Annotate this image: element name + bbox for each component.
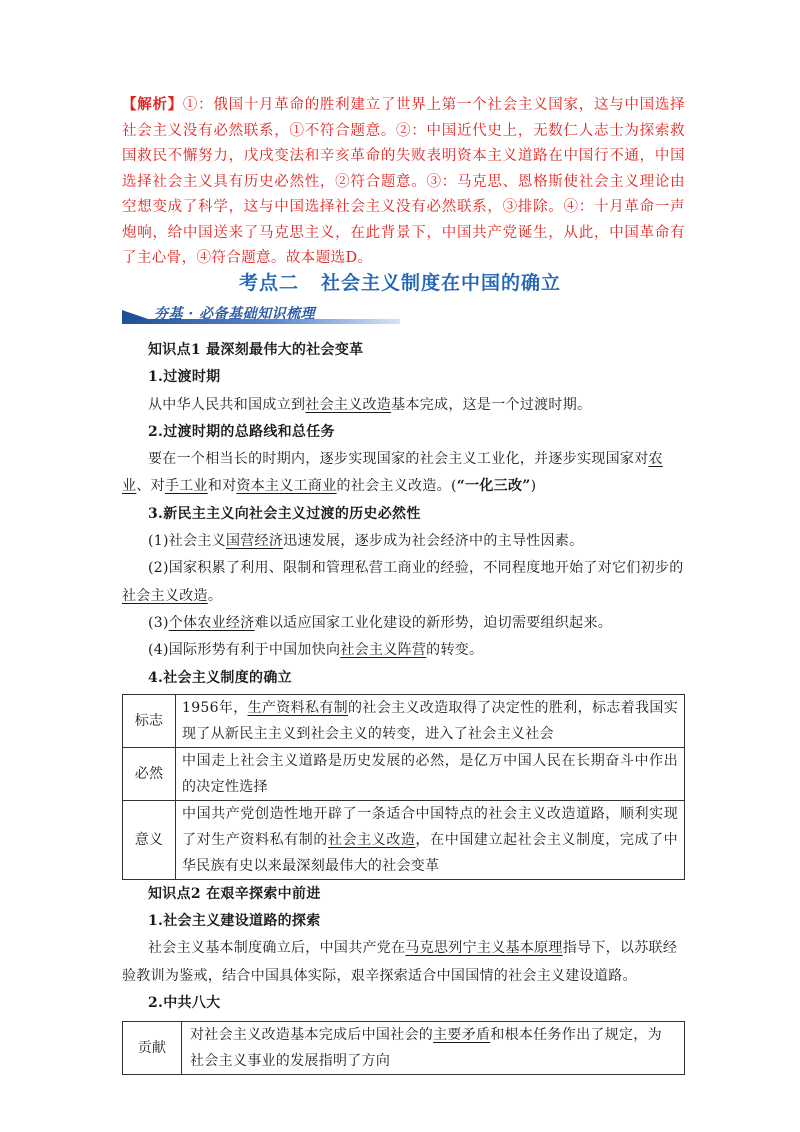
kp1-list-item-3: (3)个体农业经济难以适应国家工业化建设的新形势，迫切需要组织起来。: [148, 614, 613, 631]
kp2-heading-1: 1.社会主义建设道路的探索: [148, 913, 321, 930]
table-value: 1956年，生产资料私有制的社会主义改造取得了决定性的胜利，标志着我国实现了从新民主主义到社会主义的转变，进入了社会主义社会: [176, 694, 685, 747]
kp1-title: 知识点1 最深刻最伟大的社会变革: [148, 342, 364, 358]
table-value: 对社会主义改造基本完成后中国社会的主要矛盾和根本任务作出了规定，为社会主义事业的发展指明了方向: [182, 1022, 685, 1075]
eighth-congress-table: [122, 1021, 685, 1075]
banner-label: 夯基 · 必备基础知识梳理: [154, 306, 316, 322]
analysis-text: ①：俄国十月革命的胜利建立了世界上第一个社会主义国家，这与中国选择社会主义没有必然联系，①不符合题意。②：中国近代史上，无数仁人志士为探索救国救民不懈努力，戊戌变法和辛亥革命的失败表明资本主义道路在中国行不通，中国选择社会主义具有历史必然性，②符合题意。③：马克思、恩格斯使社会主义理论由空想变成了科学，这与中国选择社会主义没有必然联系，③排除。④：十月革命一声炮响，给中国送来了马克思主义，在此背景下，中国共产党诞生，从此，中国革命有了主心骨，④符合题意。故本题选D。: [122, 97, 685, 266]
table-row: [123, 694, 685, 747]
banner-wedge: [122, 310, 148, 319]
kp2-heading-2: 2.中共八大: [148, 995, 221, 1012]
table-value: 中国走上社会主义道路是历史发展的必然，是亿万中国人民在长期奋斗中作出的决定性选择: [176, 747, 685, 800]
section-title: [0, 268, 800, 295]
kp2-paragraph-1: 社会主义基本制度确立后，中国共产党在马克思列宁主义基本原理指导下，以苏联经验教训为鉴戒，结合中国具体实际，艰辛探索适合中国国情的社会主义建设道路。: [122, 940, 678, 984]
kp1-heading-3: 3.新民主主义向社会主义过渡的历史必然性: [148, 505, 421, 522]
section-number: 考点二: [238, 272, 299, 294]
table-key: 必然: [123, 747, 176, 800]
table-key: 贡献: [123, 1022, 182, 1075]
section-name: 社会主义制度在中国的确立: [321, 272, 562, 294]
table-row: [123, 747, 685, 800]
kp1-heading-4: 4.社会主义制度的确立: [148, 669, 292, 686]
table-key: 意义: [123, 800, 176, 879]
kp1-paragraph-2: 要在一个相当长的时期内，逐步实现国家的社会主义工业化，并逐步实现国家对农业、对手工业和对资本主义工商业的社会主义改造。(“一化三改”): [122, 451, 663, 495]
table-key: 标志: [123, 694, 176, 747]
table-row: [123, 800, 685, 879]
knowledge-content: [122, 337, 685, 1075]
socialism-establishment-table: [122, 694, 685, 880]
kp1-heading-2: 2.过渡时期的总路线和总任务: [148, 423, 335, 440]
analysis-tag: 【解析】: [122, 96, 183, 113]
kp1-heading-1: 1.过渡时期: [148, 369, 221, 386]
kp1-paragraph-1: 从中华人民共和国成立到社会主义改造基本完成，这是一个过渡时期。: [148, 396, 592, 413]
table-row: [123, 1022, 685, 1075]
kp2-title: 知识点2 在艰辛探索中前进: [148, 885, 321, 902]
section-banner: [122, 303, 400, 325]
kp1-list-item-1: (1)社会主义国营经济迅速发展，逐步成为社会经济中的主导性因素。: [148, 533, 584, 550]
kp1-list-item-4: (4)国际形势有利于中国加快向社会主义阵营的转变。: [148, 642, 484, 659]
table-value: 中国共产党创造性地开辟了一条适合中国特点的社会主义改造道路，顺利实现了对生产资料私有制的社会主义改造，在中国建立起社会主义制度，完成了中华民族有史以来最深刻最伟大的社会变革: [176, 800, 685, 879]
kp1-list-item-2: (2)国家积累了利用、限制和管理私营工商业的经验，不同程度地开始了对它们初步的社会主义改造。: [122, 560, 684, 604]
answer-analysis: [122, 92, 685, 272]
